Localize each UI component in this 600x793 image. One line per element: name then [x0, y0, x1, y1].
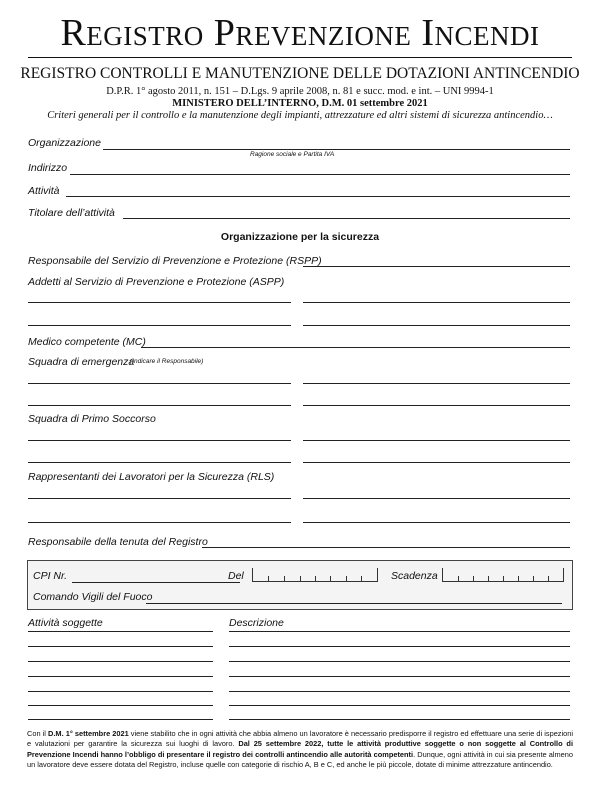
attivita-row-1[interactable]: [28, 631, 213, 632]
titolare-label: Titolare dell’attività: [28, 207, 115, 219]
cpi-number-field[interactable]: [72, 582, 240, 583]
primo-soccorso-field-3[interactable]: [28, 462, 291, 463]
document-title: Registro Prevenzione Incendi: [60, 12, 540, 54]
aspp-field-2[interactable]: [303, 302, 570, 303]
rls-field-3[interactable]: [28, 522, 291, 523]
attivita-soggette-label: Attività soggette: [28, 617, 103, 629]
primo-soccorso-field-1[interactable]: [28, 440, 291, 441]
attivita-row-7[interactable]: [28, 719, 213, 720]
descrizione-row-7[interactable]: [229, 719, 570, 720]
footer-note: [27, 729, 573, 770]
indirizzo-field[interactable]: [70, 174, 570, 175]
descrizione-row-2[interactable]: [229, 646, 570, 647]
attivita-row-3[interactable]: [28, 661, 213, 662]
scadenza-label: Scadenza: [391, 570, 438, 582]
footer-bold-1: D.M. 1° settembre 2021: [48, 729, 129, 738]
descrizione-label: Descrizione: [229, 617, 284, 629]
aspp-field-3[interactable]: [28, 325, 291, 326]
emergenza-label: Squadra di emergenza: [28, 356, 135, 368]
aspp-field-4[interactable]: [303, 325, 570, 326]
attivita-row-4[interactable]: [28, 676, 213, 677]
attivita-row-6[interactable]: [28, 705, 213, 706]
registro-field[interactable]: [202, 547, 570, 548]
attivita-row-2[interactable]: [28, 646, 213, 647]
footer-bold-2: Dal 25 settembre 2022, tutte le attività produttive soggette o non soggette al Controllo di Prevenzione Incendi hanno l’obbligo di presentare il registro dei controlli antincendio alle autorità competenti: [27, 739, 573, 759]
safety-heading: Organizzazione per la sicurezza: [220, 231, 380, 243]
indirizzo-label: Indirizzo: [28, 162, 68, 174]
cpi-label: CPI Nr.: [33, 570, 68, 582]
emergenza-field-4[interactable]: [303, 405, 570, 406]
legal-reference: D.P.R. 1° agosto 2011, n. 151 – D.Lgs. 9 aprile 2008, n. 81 e succ. mod. e int. – UNI 9994-1: [106, 86, 494, 97]
del-date-field[interactable]: [252, 568, 378, 582]
aspp-field-1[interactable]: [28, 302, 291, 303]
rspp-label: Responsabile del Servizio di Prevenzione e Protezione (RSPP): [28, 255, 322, 267]
vvf-field[interactable]: [146, 603, 562, 604]
rls-field-4[interactable]: [303, 522, 570, 523]
title-divider: [28, 57, 572, 58]
document-subtitle: REGISTRO CONTROLLI E MANUTENZIONE DELLE DOTAZIONI ANTINCENDIO: [20, 65, 580, 82]
scadenza-date-field[interactable]: [442, 568, 564, 582]
emergenza-field-3[interactable]: [28, 405, 291, 406]
footer-text-1: Con il: [27, 729, 49, 738]
descrizione-row-3[interactable]: [229, 661, 570, 662]
attivita-label: Attività: [28, 185, 60, 197]
descrizione-row-4[interactable]: [229, 676, 570, 677]
titolare-field[interactable]: [123, 218, 570, 219]
vvf-label: Comando Vigili del Fuoco: [33, 591, 153, 603]
criteria-description: Criteri generali per il controllo e la manutenzione degli impianti, attrezzature ed altri sistemi di sicurezza antincendio…: [47, 110, 553, 121]
descrizione-row-5[interactable]: [229, 691, 570, 692]
footer-text-2: viene stabilito che in ogni attività che abbia almeno un lavoratore è necessario predisporre il registro ed effettuare una serie di ispezioni e valutazioni per garantire la sicurezza sui luoghi di lavoro.: [27, 729, 574, 749]
primo-soccorso-field-2[interactable]: [303, 440, 570, 441]
emergenza-field-2[interactable]: [303, 383, 570, 384]
emergenza-field-1[interactable]: [28, 383, 291, 384]
attivita-row-5[interactable]: [28, 691, 213, 692]
organizzazione-note: Ragione sociale e Partita IVA: [250, 151, 335, 158]
organizzazione-label: Organizzazione: [28, 137, 101, 149]
rls-label: Rappresentanti dei Lavoratori per la Sicurezza (RLS): [28, 471, 275, 483]
footer-text-3: . Dunque, ogni attività in cui sia presente almeno un lavoratore deve essere dotata del Registro, incluse quelle con categorie di rischio A, B e C, ed anche le più piccole, dotate di minime attrezzature antincendio.: [27, 749, 573, 769]
organizzazione-field[interactable]: [103, 149, 570, 150]
mc-field[interactable]: [141, 347, 570, 348]
primo-soccorso-field-4[interactable]: [303, 462, 570, 463]
aspp-label: Addetti al Servizio di Prevenzione e Protezione (ASPP): [28, 276, 285, 288]
primo-soccorso-label: Squadra di Primo Soccorso: [28, 413, 156, 425]
attivita-field[interactable]: [66, 196, 570, 197]
emergenza-note: (Indicare il Responsabile): [130, 358, 204, 365]
registro-label: Responsabile della tenuta del Registro: [28, 536, 208, 548]
rls-field-1[interactable]: [28, 498, 291, 499]
descrizione-row-1[interactable]: [229, 631, 570, 632]
del-label: Del: [228, 570, 244, 582]
descrizione-row-6[interactable]: [229, 705, 570, 706]
mc-label: Medico competente (MC): [28, 336, 146, 348]
ministry-reference: MINISTERO DELL’INTERNO, D.M. 01 settembre 2021: [172, 98, 428, 109]
cpi-box: [27, 560, 573, 610]
rls-field-2[interactable]: [303, 498, 570, 499]
rspp-field[interactable]: [303, 266, 570, 267]
